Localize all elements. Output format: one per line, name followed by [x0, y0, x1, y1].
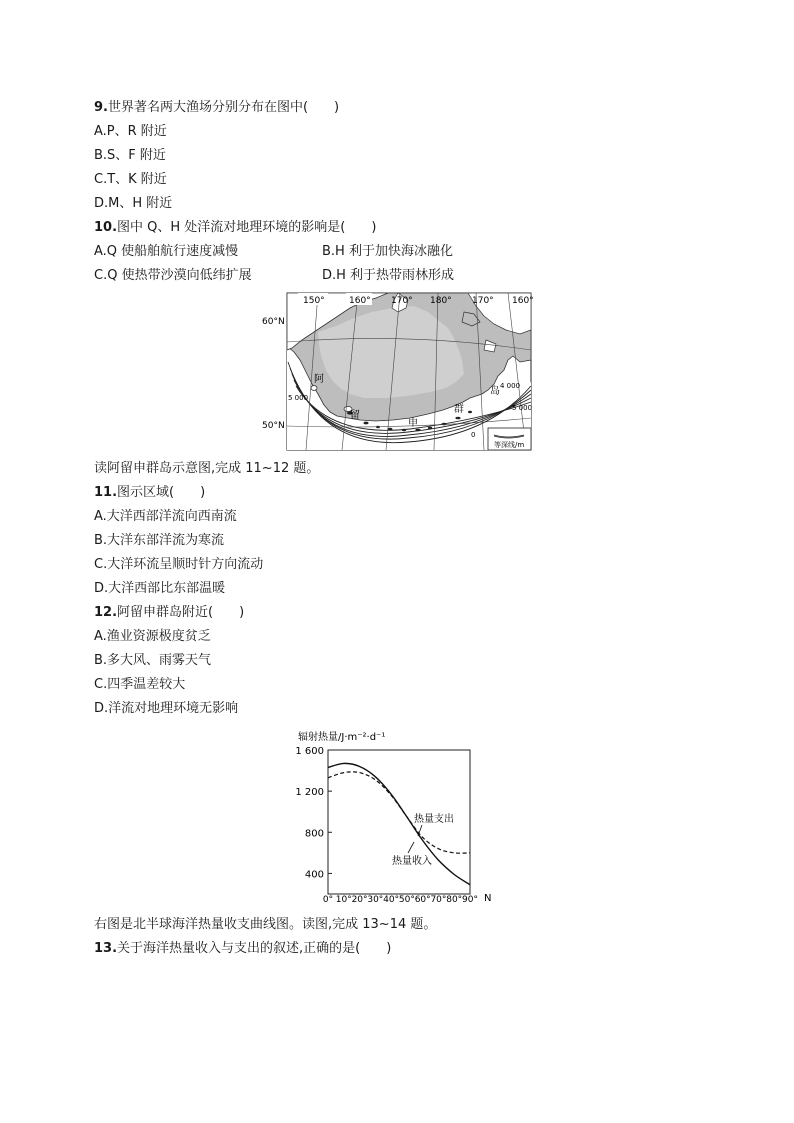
intro-11-12: 读阿留申群岛示意图,完成 11~12 题。	[94, 461, 320, 476]
question-number: 12.	[94, 605, 118, 620]
option-11b: B.大洋东部洋流为寒流	[94, 533, 225, 548]
y-tick-label: 400	[304, 869, 324, 881]
x-tick-label: 0°	[322, 895, 334, 905]
depth-label-east-4000: 4 000	[500, 382, 521, 390]
place-char-a: 阿	[314, 374, 324, 385]
legend-label: 等深线/m	[494, 441, 525, 449]
question-number: 13.	[94, 941, 118, 956]
option-12c: C.四季温差较大	[94, 677, 186, 692]
x-tick-label: 40°	[383, 895, 400, 905]
option-11c: C.大洋环流呈顺时针方向流动	[94, 557, 264, 572]
place-char-liu: 留	[350, 410, 360, 421]
place-char-dao: 岛	[490, 386, 500, 397]
option-10d: D.H 利于热带雨林形成	[322, 268, 455, 283]
option-12d: D.洋流对地理环境无影响	[94, 701, 239, 716]
aleutian-map	[258, 290, 534, 454]
y-tick-label: 1 200	[295, 787, 324, 799]
option-9b: B.S、F 附近	[94, 148, 166, 163]
place-char-shen: 申	[408, 418, 418, 429]
place-char-qun: 群	[454, 404, 464, 415]
legend-value: 0	[471, 431, 476, 439]
option-11d: D.大洋西部比东部温暖	[94, 581, 226, 596]
series-label-expense: 热量支出	[414, 814, 454, 825]
chart-xlabel: N	[484, 893, 492, 904]
heat-balance-chart	[290, 726, 510, 906]
lon-label-180: 180°	[430, 296, 452, 306]
question-11	[94, 484, 205, 502]
lat-label-50n: 50°N	[262, 421, 285, 431]
x-tick-label: 10°	[335, 895, 352, 905]
question-13	[94, 940, 391, 958]
chart-ylabel: 辐射热量/J·m⁻²·d⁻¹	[298, 732, 386, 743]
series-label-income: 热量收入	[392, 856, 432, 867]
question-stem: 阿留申群岛附近( )	[117, 605, 245, 620]
lat-label-60n: 60°N	[262, 317, 285, 327]
question-stem: 关于海洋热量收入与支出的叙述,正确的是( )	[117, 941, 392, 956]
option-10c: C.Q 使热带沙漠向低纬扩展	[94, 268, 252, 283]
intro-13-14: 右图是北半球海洋热量收支曲线图。读图,完成 13~14 题。	[94, 917, 437, 932]
lon-label-150: 150°	[303, 296, 325, 306]
lon-label-160: 160°	[349, 296, 371, 306]
x-tick-label: 80°	[446, 895, 463, 905]
option-9d: D.M、H 附近	[94, 196, 173, 211]
option-12a: A.渔业资源极度贫乏	[94, 629, 211, 644]
x-tick-label: 60°	[414, 895, 431, 905]
question-12	[94, 604, 244, 622]
x-tick-label: 70°	[430, 895, 447, 905]
question-number: 9.	[94, 100, 108, 115]
x-tick-label: 20°	[351, 895, 368, 905]
lon-label-170: 170°	[391, 296, 413, 306]
option-10b: B.H 利于加快海冰融化	[322, 244, 453, 259]
question-stem: 图中 Q、H 处洋流对地理环境的影响是( )	[117, 220, 377, 235]
option-12b: B.多大风、雨雾天气	[94, 653, 212, 668]
option-10a: A.Q 使船舶航行速度减慢	[94, 244, 239, 259]
option-9c: C.T、K 附近	[94, 172, 167, 187]
x-tick-label: 50°	[398, 895, 415, 905]
question-number: 11.	[94, 485, 118, 500]
question-9	[94, 99, 339, 117]
x-tick-label: 90°	[462, 895, 478, 905]
y-tick-label: 800	[304, 828, 324, 840]
depth-label-east-5000: 5 000	[512, 404, 533, 412]
depth-label-west: 5 000	[288, 394, 309, 402]
question-stem: 世界著名两大渔场分别分布在图中( )	[107, 100, 340, 115]
x-tick-label: 30°	[367, 895, 384, 905]
option-11a: A.大洋西部洋流向西南流	[94, 509, 237, 524]
lon-label-160w: 160°	[512, 296, 534, 306]
question-number: 10.	[94, 220, 118, 235]
question-stem: 图示区域( )	[117, 485, 206, 500]
option-9a: A.P、R 附近	[94, 124, 167, 139]
lon-label-170w: 170°	[472, 296, 494, 306]
question-10	[94, 219, 376, 237]
y-tick-label: 1 600	[295, 746, 324, 757]
